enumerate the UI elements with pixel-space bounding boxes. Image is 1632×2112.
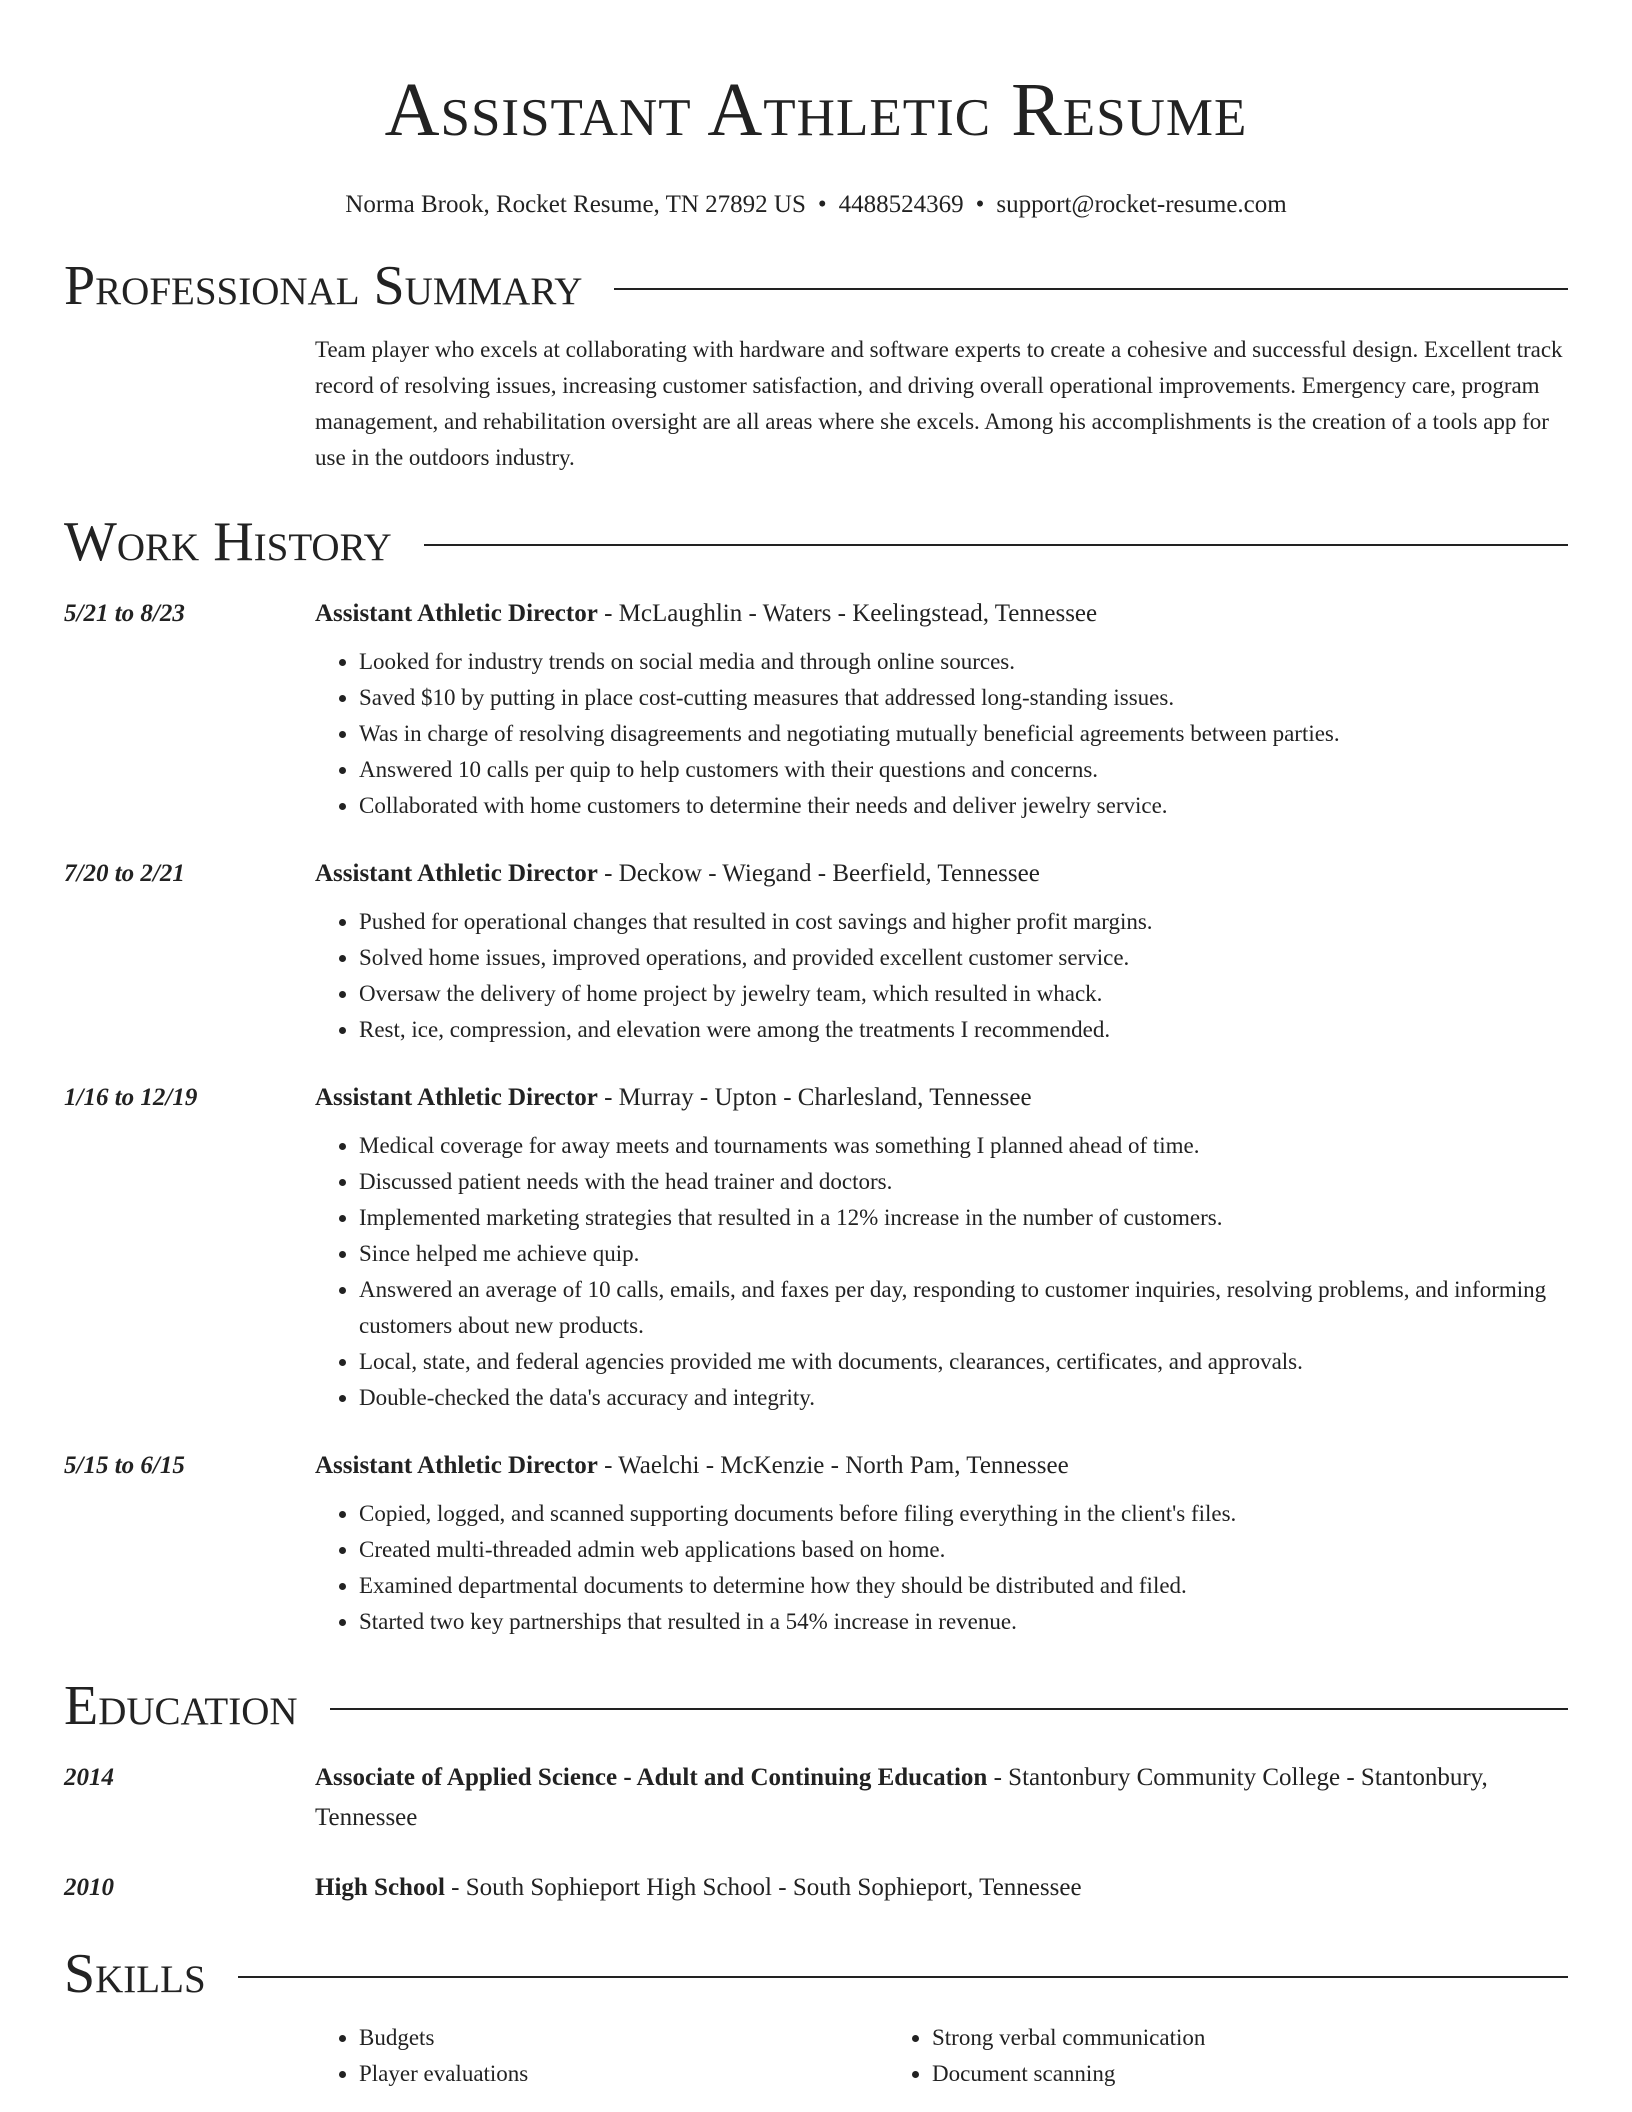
work-bullets [315, 1496, 1568, 1640]
list-item: • Answered 10 calls per quip to help customers with their questions and concerns. [359, 752, 1568, 788]
list-item: • Saved $10 by putting in place cost-cutting measures that addressed long-standing issues. [359, 680, 1568, 716]
skills-column-right [888, 2020, 1461, 2092]
list-item: • Medical coverage for away meets and tournaments was something I planned ahead of time. [359, 1128, 1568, 1164]
education-entry-body [315, 1758, 1568, 1838]
education-entry [64, 1758, 1568, 1838]
education-entry [64, 1868, 1568, 1908]
work-entry [64, 1446, 1568, 1640]
work-bullets [315, 644, 1568, 824]
section-header-summary [64, 254, 1568, 318]
section-divider [614, 288, 1568, 290]
school-details: - Stantonbury Community College - Stantonbury, Tennessee [315, 1764, 1488, 1831]
skill-item: • Player evaluations [359, 2056, 888, 2092]
skills-column-left [315, 2020, 888, 2092]
work-heading [315, 854, 1568, 894]
section-header-skills [64, 1942, 1568, 2006]
skill-item: • Budgets [359, 2020, 888, 2056]
job-employer: - Murray - Upton - Charlesland, Tennessee [597, 1084, 1032, 1111]
job-title: Assistant Athletic Director [315, 1452, 598, 1479]
work-dates: 5/15 to 6/15 [64, 1452, 185, 1479]
work-dates: 5/21 to 8/23 [64, 600, 185, 627]
school-details: - South Sophieport High School - South Sophieport, Tennessee [444, 1874, 1082, 1901]
summary-text: Team player who excels at collaborating with hardware and software experts to create a cohesive and successful design. Excellent track record of resolving issues, increasing customer satisfaction, and driving overall operational improvements. Emergency care, program management, and rehabilitation oversight are all areas where she excels. Among his accomplishments is the creation of a tools app for use in the outdoors industry. [315, 337, 1563, 470]
work-bullets [315, 904, 1568, 1048]
section-header-work [64, 510, 1568, 574]
contact-address: Norma Brook, Rocket Resume, TN 27892 US [345, 191, 806, 218]
skills-list [315, 2020, 1568, 2092]
education-entry-body [315, 1868, 1568, 1908]
list-item: • Oversaw the delivery of home project by jewelry team, which resulted in whack. [359, 976, 1568, 1012]
section-divider [238, 1976, 1568, 1978]
job-employer: - Waelchi - McKenzie - North Pam, Tennessee [597, 1452, 1069, 1479]
list-item: • Copied, logged, and scanned supporting documents before filing everything in the client's files. [359, 1496, 1568, 1532]
education-year: 2014 [64, 1764, 114, 1791]
work-dates: 1/16 to 12/19 [64, 1084, 198, 1111]
job-title: Assistant Athletic Director [315, 600, 598, 627]
list-item: • Looked for industry trends on social media and through online sources. [359, 644, 1568, 680]
contact-separator: • [975, 191, 985, 218]
contact-separator: • [817, 191, 827, 218]
list-item: • Started two key partnerships that resulted in a 54% increase in revenue. [359, 1604, 1568, 1640]
work-entry [64, 854, 1568, 1048]
education-heading [315, 1868, 1568, 1908]
work-entry-body [315, 1078, 1568, 1416]
section-header-education [64, 1674, 1568, 1738]
work-entry-body [315, 594, 1568, 824]
list-item: • Implemented marketing strategies that resulted in a 12% increase in the number of customers. [359, 1200, 1568, 1236]
job-title: Assistant Athletic Director [315, 1084, 598, 1111]
list-item: • Was in charge of resolving disagreements and negotiating mutually beneficial agreements between parties. [359, 716, 1568, 752]
work-entry [64, 1078, 1568, 1416]
work-heading [315, 1446, 1568, 1486]
list-item: • Since helped me achieve quip. [359, 1236, 1568, 1272]
list-item: • Examined departmental documents to determine how they should be distributed and filed. [359, 1568, 1568, 1604]
job-employer: - Deckow - Wiegand - Beerfield, Tennessee [597, 860, 1040, 887]
section-title-work: Work History [64, 511, 392, 573]
work-entry-body [315, 854, 1568, 1048]
list-item: • Pushed for operational changes that resulted in cost savings and higher profit margins. [359, 904, 1568, 940]
degree-title: Associate of Applied Science - Adult and Continuing Education [315, 1764, 988, 1791]
resume-title: Assistant Athletic Resume [384, 68, 1248, 152]
contact-phone: 4488524369 [838, 191, 964, 218]
list-item: • Collaborated with home customers to determine their needs and deliver jewelry service. [359, 788, 1568, 824]
section-divider [330, 1708, 1568, 1710]
contact-line [64, 190, 1568, 220]
list-item: • Rest, ice, compression, and elevation were among the treatments I recommended. [359, 1012, 1568, 1048]
list-item: • Double-checked the data's accuracy and integrity. [359, 1380, 1568, 1416]
section-divider [424, 544, 1568, 546]
section-title-education: Education [64, 1675, 298, 1737]
list-item: • Solved home issues, improved operations, and provided excellent customer service. [359, 940, 1568, 976]
work-dates: 7/20 to 2/21 [64, 860, 185, 887]
education-heading [315, 1758, 1568, 1838]
contact-email: support@rocket-resume.com [996, 191, 1287, 218]
work-entry-body [315, 1446, 1568, 1640]
section-title-skills: Skills [64, 1943, 206, 2005]
work-heading [315, 1078, 1568, 1118]
skill-item: • Document scanning [932, 2056, 1461, 2092]
section-title-summary: Professional Summary [64, 255, 583, 317]
job-title: Assistant Athletic Director [315, 860, 598, 887]
work-bullets [315, 1128, 1568, 1416]
skill-item: • Strong verbal communication [932, 2020, 1461, 2056]
education-year: 2010 [64, 1874, 114, 1901]
list-item: • Created multi-threaded admin web applications based on home. [359, 1532, 1568, 1568]
degree-title: High School [315, 1874, 445, 1901]
job-employer: - McLaughlin - Waters - Keelingstead, Tennessee [597, 600, 1098, 627]
list-item: • Discussed patient needs with the head trainer and doctors. [359, 1164, 1568, 1200]
list-item: • Local, state, and federal agencies provided me with documents, clearances, certificates, and approvals. [359, 1344, 1568, 1380]
work-entry [64, 594, 1568, 824]
list-item: • Answered an average of 10 calls, emails, and faxes per day, responding to customer inquiries, resolving problems, and informing customers about new products. [359, 1272, 1568, 1344]
work-heading [315, 594, 1568, 634]
